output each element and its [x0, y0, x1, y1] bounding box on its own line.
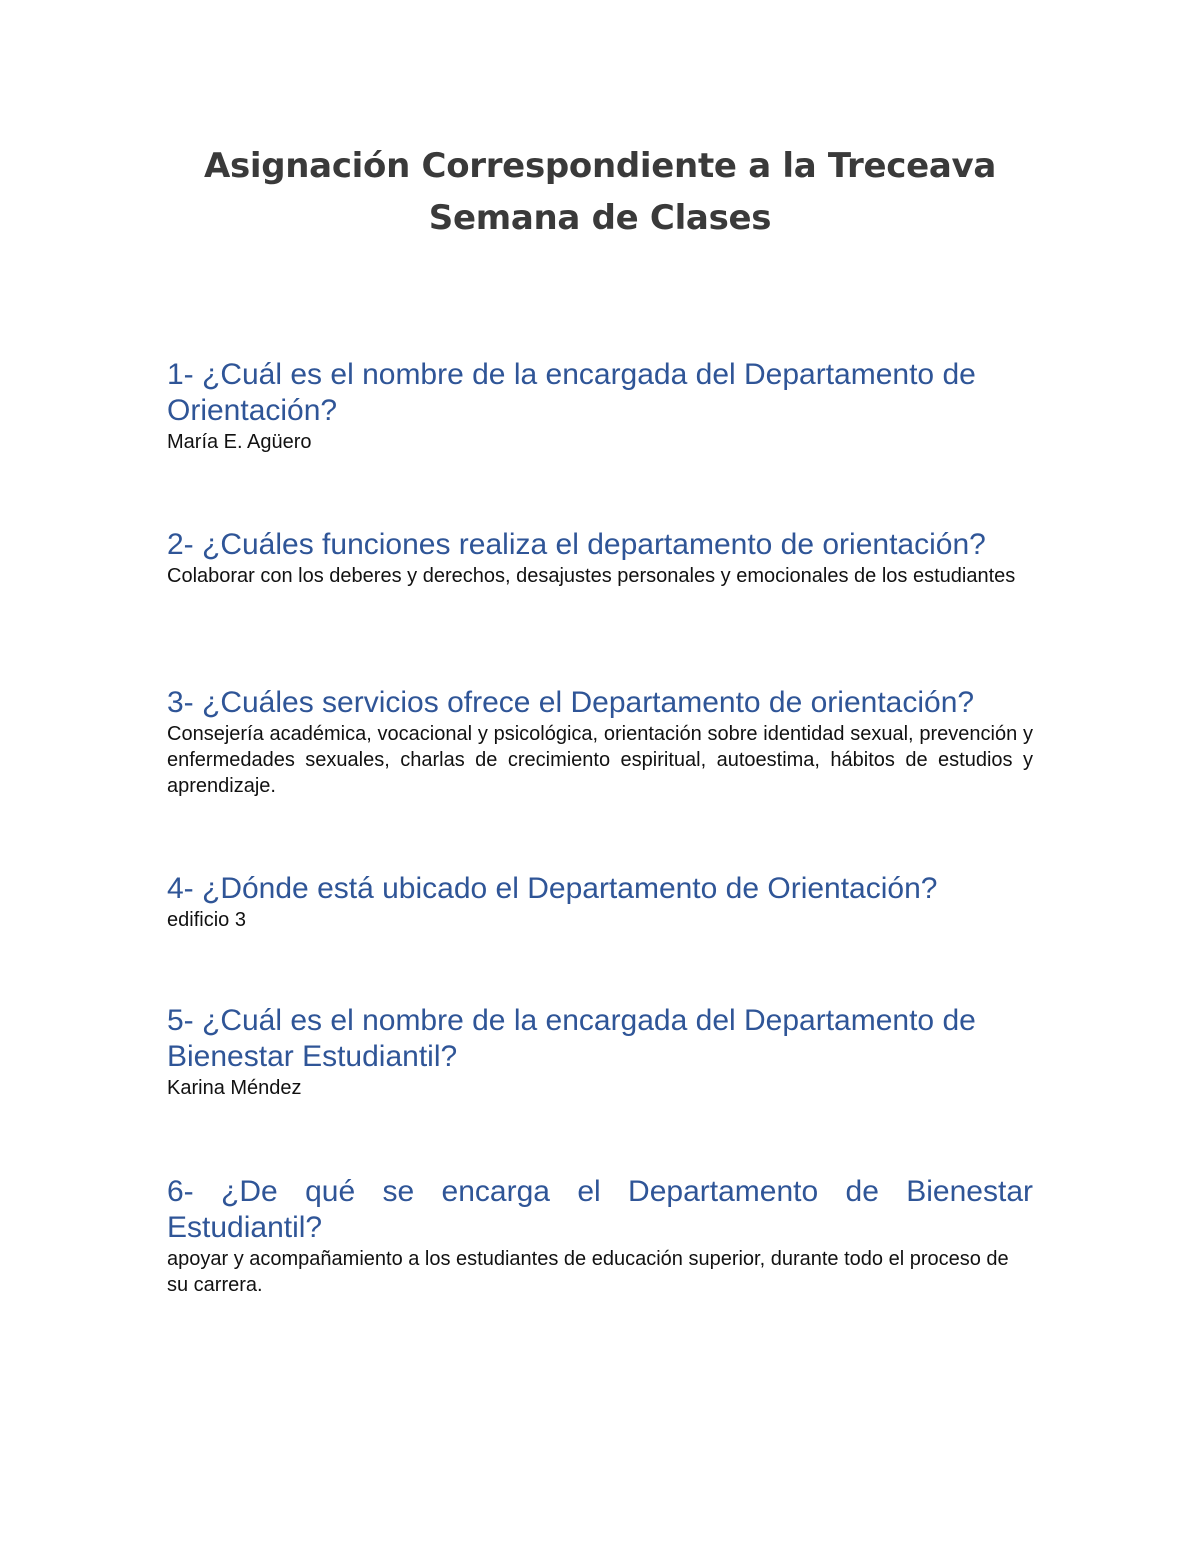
question-3: 3- ¿Cuáles servicios ofrece el Departamento de orientación? — [167, 686, 975, 719]
qa-item-1 — [167, 357, 1033, 455]
question-2: 2- ¿Cuáles funciones realiza el departamento de orientación? — [167, 528, 986, 561]
document-title: Asignación Correspondiente a la Treceava Semana de Clases — [203, 146, 997, 238]
question-1: 1- ¿Cuál es el nombre de la encargada del Departamento de Orientación? — [167, 358, 976, 427]
answer-6: apoyar y acompañamiento a los estudiantes de educación superior, durante todo el proceso de su carrera. — [167, 1248, 1009, 1296]
qa-item-4 — [167, 871, 1033, 933]
answer-2: Colaborar con los deberes y derechos, desajustes personales y emocionales de los estudiantes — [167, 565, 1016, 587]
question-6: 6- ¿De qué se encarga el Departamento de Bienestar Estudiantil? — [167, 1175, 1033, 1244]
answer-3: Consejería académica, vocacional y psicológica, orientación sobre identidad sexual, prevención y enfermedades sexuales, charlas de crecimiento espiritual, autoestima, hábitos de estudios y aprendizaje. — [167, 723, 1033, 797]
answer-5: Karina Méndez — [167, 1077, 302, 1099]
question-4: 4- ¿Dónde está ubicado el Departamento de Orientación? — [167, 872, 938, 905]
answer-4: edificio 3 — [167, 909, 246, 931]
qa-item-3 — [167, 685, 1033, 799]
qa-item-2 — [167, 527, 1033, 589]
question-5: 5- ¿Cuál es el nombre de la encargada del Departamento de Bienestar Estudiantil? — [167, 1004, 976, 1073]
qa-item-6 — [167, 1174, 1033, 1298]
qa-item-5 — [167, 1003, 1033, 1101]
answer-1: María E. Agüero — [167, 431, 312, 453]
